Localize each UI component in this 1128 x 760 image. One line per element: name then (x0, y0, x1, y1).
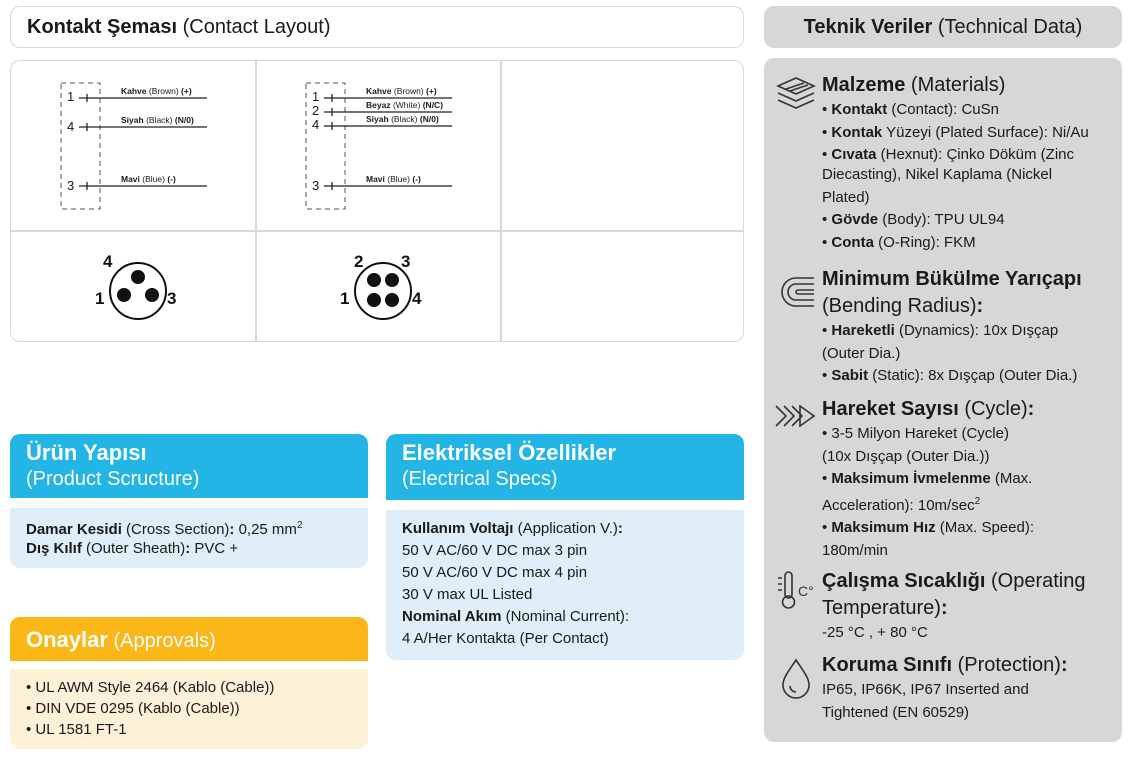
connector-face-4pin (256, 232, 500, 342)
face-pin-label: 4 (103, 252, 113, 271)
pin-label: 1 (67, 89, 75, 104)
electrical-specs-subtitle: (Electrical Specs) (402, 468, 558, 490)
electrical-specs-title: Elektriksel Özellikler (402, 440, 617, 465)
nominal-current-label: Nominal Akım (Nominal Current): (402, 608, 629, 625)
bending-item-cont: (Outer Dia.) (822, 344, 901, 362)
cycle-arrows-icon (774, 394, 818, 438)
temperature-value: -25 °C , + 80 °C (822, 624, 928, 641)
water-drop-icon (774, 656, 818, 700)
wire-label: Mavi (Blue) (-) (366, 174, 421, 184)
pin-label: 4 (312, 117, 320, 132)
material-item: • Gövde (Body): TPU UL94 (822, 211, 1005, 228)
bending-item: • Hareketli (Dynamics): 10x Dışçap (822, 322, 1059, 339)
protection-section (822, 652, 1118, 724)
approvals-title: Onaylar (26, 627, 108, 652)
approval-item: • UL 1581 FT-1 (26, 721, 127, 738)
layers-icon (774, 72, 818, 116)
grid-divider (500, 61, 502, 342)
outer-sheath-line: Dış Kılıf (Outer Sheath): PVC + (26, 540, 239, 557)
bending-radius-icon (774, 268, 818, 312)
materials-section (822, 72, 1118, 167)
face-pin-label: 1 (95, 289, 105, 308)
cycle-item: • Maksimum Hız (Max. Speed): (822, 519, 1034, 536)
material-item: • Kontakt (Contact): CuSn (822, 101, 999, 118)
technical-data-title: Teknik Veriler (Technical Data) (764, 6, 1122, 48)
svg-text:C°: C° (798, 583, 814, 599)
pin-dot (385, 273, 399, 287)
thermometer-icon (774, 568, 818, 612)
pin-label: 4 (67, 119, 75, 134)
materials-continued (822, 164, 1118, 254)
application-voltage-label: Kullanım Voltajı (Application V.): (402, 520, 623, 537)
cycle-item: • 3-5 Milyon Hareket (Cycle) (822, 425, 1009, 442)
face-pin-label: 2 (354, 252, 364, 271)
wire-label: Siyah (Black) (N/0) (121, 115, 194, 125)
cycle-item-cont: 180m/min (822, 541, 888, 559)
pin-dot (367, 293, 381, 307)
voltage-line: 50 V AC/60 V DC max 4 pin (402, 564, 588, 581)
cycle-item-cont: Acceleration): $10m/\sec^2$ (822, 495, 981, 514)
product-structure-title: Ürün Yapısı (26, 440, 147, 465)
connector-face-3pin (11, 232, 255, 342)
product-structure-subtitle: (Product Scructure) (26, 468, 200, 490)
materials-heading: Malzeme (Materials) (822, 74, 1006, 96)
approvals-header (10, 617, 368, 661)
pin-label: 3 (312, 178, 320, 193)
pin-dot (145, 288, 159, 302)
nominal-current-value: 4 A/Her Kontakta (Per Contact) (402, 630, 609, 647)
contact-layout-title-en: (Contact Layout) (182, 16, 331, 38)
pin-label: 1 (312, 89, 320, 104)
material-item: • Kontak Yüzeyi (Plated Surface): Ni/Au (822, 123, 1089, 141)
wire-label: Kahve (Brown) (+) (366, 86, 437, 96)
wire-label: Mavi (Blue) (-) (121, 174, 176, 184)
cross-section-line: Damar Kesidi (Cross Section): 0,25 $mm^2$ (26, 520, 303, 538)
approval-item: • UL AWM Style 2464 (Kablo (Cable)) (26, 679, 275, 696)
material-item: • Cıvata (Hexnut): Çinko Döküm (Zinc (822, 146, 1075, 163)
bending-item: • Sabit (Static): 8x Dışçap (Outer Dia.) (822, 367, 1078, 384)
contact-layout-title-tr: Kontakt Şeması (27, 16, 178, 38)
cycle-item-cont: (10x Dışçap (Outer Dia.)) (822, 447, 990, 465)
wire-label: Kahve (Brown) (+) (121, 86, 192, 96)
wiring-diagram-3pin (11, 61, 255, 230)
face-pin-label: 1 (340, 289, 350, 308)
electrical-specs-body (386, 510, 744, 660)
voltage-line: 30 V max UL Listed (402, 586, 533, 603)
wiring-diagram-4pin (256, 61, 500, 230)
material-item-cont: Diecasting), Nikel Kaplama (Nickel (822, 166, 1053, 183)
material-item-cont: Plated) (822, 188, 870, 206)
protection-heading: Koruma Sınıfı (Protection): (822, 654, 1068, 676)
temperature-heading-en: Temperature): (822, 597, 948, 619)
product-structure-header (10, 434, 368, 498)
cycle-section (822, 396, 1118, 562)
face-pin-label: 3 (167, 289, 177, 308)
pin-label: 2 (312, 103, 320, 118)
wire-label: Siyah (Black) (N/0) (366, 114, 439, 124)
wire-label: Beyaz (White) (N/C) (366, 100, 444, 110)
pin-dot (367, 273, 381, 287)
face-pin-label: 4 (412, 289, 422, 308)
face-pin-label: 3 (401, 252, 411, 271)
approvals-body (10, 669, 368, 749)
pin-dot (131, 270, 145, 284)
electrical-specs-header (386, 434, 744, 500)
product-structure-body (10, 508, 368, 568)
pin-dot (385, 293, 399, 307)
material-item: • Conta (O-Ring): FKM (822, 233, 976, 251)
connector-face-circle (355, 263, 411, 319)
protection-line: Tightened (EN 60529) (822, 703, 970, 721)
temperature-section (822, 568, 1118, 645)
cycle-heading: Hareket Sayısı (Cycle): (822, 398, 1035, 420)
approvals-subtitle: (Approvals) (107, 630, 216, 652)
temperature-heading: Çalışma Sıcaklığı (Operating (822, 570, 1086, 592)
cycle-item: • Maksimum İvmelenme (Max. (822, 470, 1033, 487)
voltage-line: 50 V AC/60 V DC max 3 pin (402, 542, 588, 559)
bending-radius-heading: Minimum Bükülme Yarıçapı (822, 268, 1082, 290)
bending-radius-section (822, 266, 1118, 388)
pin-label: 3 (67, 178, 75, 193)
contact-layout-grid (10, 60, 744, 342)
contact-layout-title (10, 6, 744, 48)
protection-line: IP65, IP66K, IP67 Inserted and (822, 681, 1029, 698)
bending-radius-heading-en: (Bending Radius): (822, 295, 984, 317)
pin-dot (117, 288, 131, 302)
approval-item: • DIN VDE 0295 (Kablo (Cable)) (26, 700, 240, 717)
